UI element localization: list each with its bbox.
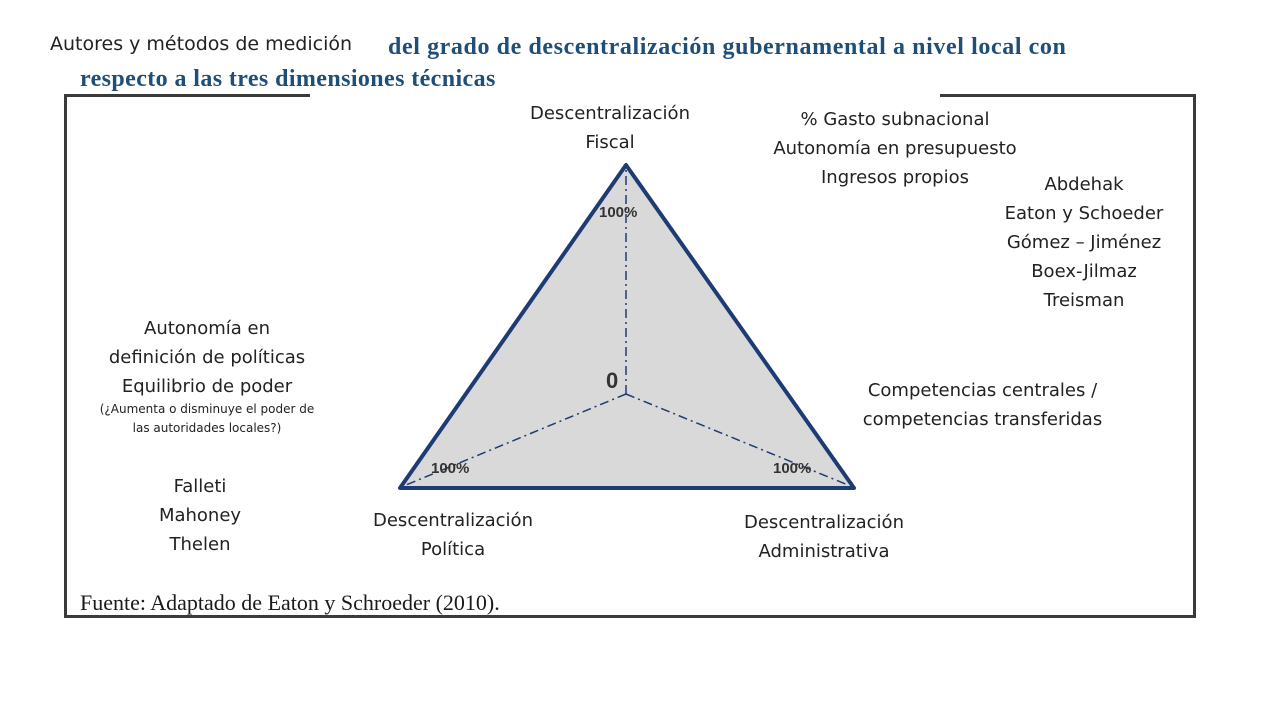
administrative-measure-item: Competencias centrales / <box>867 380 1098 401</box>
figure-heading-line1: del grado de descentralización gubernamental a nivel local con <box>388 34 1067 60</box>
political-measure-item: definición de políticas <box>108 347 306 368</box>
vertex-label-administrative <box>716 508 932 566</box>
administrative-measure-item: competencias transferidas <box>862 409 1103 430</box>
fiscal-author-item: Boex-Jilmaz <box>1031 261 1137 282</box>
fiscal-measure-item: Ingresos propios <box>821 167 969 188</box>
administrative-measures <box>830 376 1135 434</box>
political-measures <box>72 314 342 401</box>
fiscal-author-item: Gómez – Jiménez <box>1006 232 1162 253</box>
vertex-administrative-line2: Administrativa <box>758 541 890 562</box>
fiscal-author-item: Treisman <box>1043 290 1125 311</box>
political-authors <box>120 472 280 559</box>
center-zero: 0 <box>606 368 619 393</box>
top-percent: 100% <box>599 204 638 221</box>
right-percent: 100% <box>773 460 812 477</box>
vertex-label-political <box>348 506 558 564</box>
fiscal-measure-item: Autonomía en presupuesto <box>773 138 1017 159</box>
left-percent: 100% <box>431 460 470 477</box>
political-author-item: Thelen <box>169 534 231 555</box>
fiscal-author-item: Eaton y Schoeder <box>1004 203 1164 224</box>
fiscal-measure-item: % Gasto subnacional <box>800 109 990 130</box>
political-note <box>72 400 342 438</box>
slide-title: Autores y métodos de medición <box>50 33 353 55</box>
vertex-political-line1: Descentralización <box>373 510 533 531</box>
vertex-label-fiscal <box>505 99 715 157</box>
vertex-political-line2: Política <box>420 539 486 560</box>
vertex-fiscal-line2: Fiscal <box>585 132 635 153</box>
figure-source: Fuente: Adaptado de Eaton y Schroeder (2010). <box>80 590 500 615</box>
political-measure-item: Equilibrio de poder <box>121 376 293 397</box>
vertex-administrative-line1: Descentralización <box>744 512 904 533</box>
political-measure-item: Autonomía en <box>144 318 270 339</box>
political-author-item: Falleti <box>173 476 227 497</box>
political-note-line: (¿Aumenta o disminuye el poder de <box>99 402 315 416</box>
political-author-item: Mahoney <box>158 505 242 526</box>
fiscal-author-item: Abdehak <box>1044 174 1124 195</box>
fiscal-authors <box>984 170 1184 315</box>
figure-heading-line2: respecto a las tres dimensiones técnicas <box>80 66 496 92</box>
political-note-line: las autoridades locales?) <box>132 421 282 435</box>
vertex-fiscal-line1: Descentralización <box>530 103 690 124</box>
